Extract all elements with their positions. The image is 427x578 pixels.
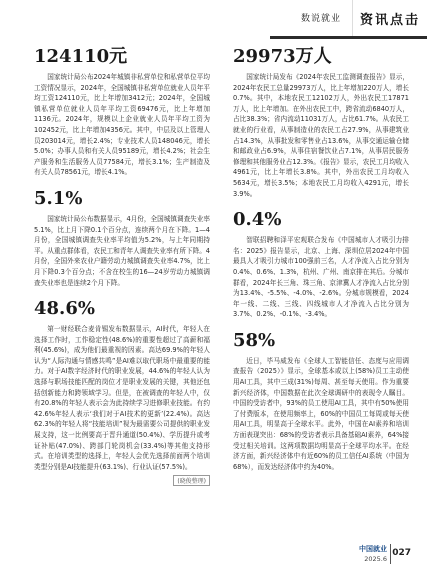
right-column (233, 46, 409, 482)
stat-block (233, 330, 409, 473)
stat-headline: 58% (233, 329, 276, 351)
stat-headline: 48.6% (34, 298, 95, 320)
header-rule (270, 36, 427, 39)
stat-body: 国家统计局公布2024年城镇非私营单位和私营单位平均工资情况显示，2024年，全国城镇非私营单位就业人员年平均工资124110元，比上年增加3412元；2024年，全国城镇私营单位就业人员年平均工资69476元，比上年增加1136元。2024年，规模以上企业就业人员年平均工资为102452元，比上年增加4356元。其中，中层及以上管理人员203014元，增长2.4%；专业技术人员148046元，增长5.0%；办事人员和有关人员95189元，增长4.2%；社会生产服务和生活服务人员77584元，增长3.1%；生产制造及有关人员78561元，增长4.1%。 (34, 73, 210, 177)
stat-headline: 124110元 (34, 46, 128, 67)
page-number: 027 (392, 548, 411, 558)
issue-number: 2025.6 (364, 555, 387, 563)
stat-body: 国家统计局公布数据显示，4月份，全国城镇调查失业率5.1%，比上月下降0.1个百分点，连续两个月在下降。1—4月份，全国城镇调查失业率平均值为5.2%，与上年同期持平。从重点群体看，农民工和青年人调查失业率有所下降。4月份，全国外来农业户籍劳动力城镇调查失业率4.7%，比上月下降0.3个百分点；不含在校生的16—24岁劳动力城镇调查失业率也是连续2个月下降。 (34, 214, 210, 287)
stat-body: 第一财经联合麦肯锡发布数据显示，AI时代，年轻人在选择工作时，工作稳定性(48.6%)的重要性超过了高薪和福利(45.6%)，成为他们最重视的因素。高达69.9%的年轻人认为“人际沟通与情感共鸣”是AI难以取代职场中最重要的能力。对于AI数字经济时代的职业发展，44.6%的年轻人认为选择与职场技能匹配的岗位才是职业发展的关键，其他还包括创新能力和跨领域学习。但是，在被调查的年轻人中，仅有20.8%的年轻人表示会为此持续学习进修职业技能。有约42.6%年轻人表示‘我们对于AI技术的更新’(22.4%)。高达62.3%的年轻人将“技能培训”视为最需要公司提供的职业发展支持，这一比例要高于晋升通道(50.4%)、学历提升或考证补贴(47.0%)、跨部门轮岗机会(33.4%)等其他支持形式。在培训类型的选择上，年轻人会优先选择前面两个培训类型分别是AI技能提升(63.1%)、行业认证(57.5%)。 (34, 325, 210, 471)
column-title-box (352, 0, 427, 36)
stat-block (233, 209, 409, 320)
footer-divider (390, 544, 391, 564)
stat-headline: 29973万人 (233, 46, 332, 67)
stat-body: 国家统计局发布《2024年农民工监测调查报告》显示，2024年农民工总量29973万人，比上年增加220万人，增长0.7%。其中，本地农民工12102万人，外出农民工17871万人，比上年增加。在外出农民工中，跨省流动6840万人，占比38.3%；省内流动11031万人，占比61.7%。从农民工就业的行业看，从事制造业的农民工占27.9%，从事建筑业占14.3%，从事批发和零售业占13.6%，从事交通运输仓储和邮政业占6.9%，从事住宿餐饮业占7.1%，从事居民服务修理和其他服务业占12.3%。《报告》显示，农民工月均收入4961元，比上年增长3.8%。其中，外出农民工月均收入5634元，增长3.5%；本地农民工月均收入4291元，增长3.9%。 (233, 73, 409, 198)
left-column (34, 46, 210, 486)
section-label: 数说就业 (300, 14, 341, 24)
stat-block (34, 188, 210, 288)
magazine-name: 中国就业 (359, 545, 387, 553)
stat-headline: 5.1% (34, 187, 83, 209)
page-header (0, 0, 427, 46)
stat-block (233, 46, 409, 199)
column-title: 资讯点击 (359, 12, 420, 28)
stat-block (34, 298, 210, 486)
stat-body: 智联招聘和泽平宏观联合发布《中国城市人才吸引力排名：2025》报告显示，北京、上海、深圳位居2024年中国最具人才吸引力城市100强前三名，人才净流入占比分别为0.4%、0.6%、1.3%，杭州、广州、南京排在其后。分城市群看，2024年长三角、珠三角、京津冀人才净流入占比分别为13.4%、-5.5%、-4.0%、-2.6%。分城市规模看，2024年一线、二线、三线、四线城市人才净流入占比分别为3.7%、0.2%、-0.1%、-3.4%。 (233, 236, 409, 319)
stat-body: 近日，毕马威发布《全球人工智能信任、态度与应用调查报告（2025）》显示，全球基本或以上(58%)员工主动使用AI工具，其中三成(31%)每周、甚至每天使用。作为重要新兴经济体，中国数据在此次全球调研中的表现令人瞩目。中国的受访者中，93%的员工使用AI工具，其中有50%使用了付费版本，在使用频率上，60%的中国员工每周或每天使用AI工具，明显高于全球水平。此外，中国在AI素养和培训方面表现突出：68%的受访者表示具备基础AI素养，64%接受过相关培训。这两项数据均明显高于全球平均水平。在经济方面，新兴经济体中有近60%的员工信任AI系统（中国为68%），而发达经济体中约为40%。 (233, 356, 409, 471)
page-footer (307, 538, 417, 568)
source-credit: (晓俊整理) (173, 475, 210, 486)
stat-block (34, 46, 210, 178)
stat-headline: 0.4% (233, 209, 282, 231)
